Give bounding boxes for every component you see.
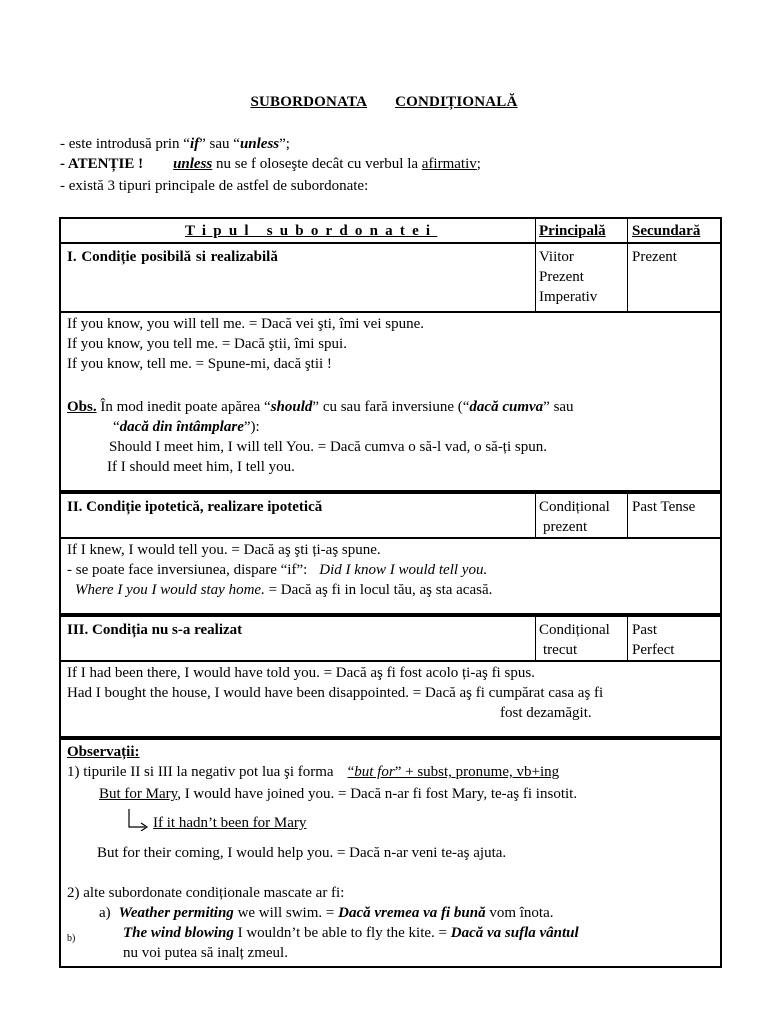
type-1-principala-1: Viitor bbox=[539, 249, 574, 265]
example-text: I wouldn’t be able to fly the kite. = bbox=[233, 925, 451, 941]
observatii-arrow-text: If it hadn’t been for Mary bbox=[153, 815, 307, 831]
example-bold-italic: Dacă vremea va fi bună bbox=[338, 905, 486, 921]
example-text: we will swim. = bbox=[233, 905, 339, 921]
obs-text: “ bbox=[347, 764, 355, 780]
obs-text: ”): bbox=[243, 419, 260, 435]
keyword-afirmativ: afirmativ bbox=[421, 156, 477, 172]
keyword-but-for: but for bbox=[354, 764, 395, 780]
title-part-1: SUBORDONATA bbox=[250, 94, 368, 110]
type-3-secundara-2: Perfect bbox=[632, 642, 675, 658]
example-italic: Where I you I would stay home. bbox=[75, 582, 265, 598]
observatii-example-1 bbox=[99, 784, 577, 804]
keyword-daca-cumva: dacă cumva bbox=[469, 399, 544, 415]
type-3-principala-2: trecut bbox=[543, 642, 578, 658]
obs-label: Obs. bbox=[67, 399, 97, 415]
intro-text: nu se f oloseşte decât cu verbul la bbox=[212, 156, 422, 172]
example-text: , I would have joined you. = Dacă n-ar fi fost Mary, te-aş fi insotit. bbox=[177, 786, 578, 802]
type-1-obs bbox=[67, 397, 574, 417]
intro-line-1 bbox=[60, 134, 290, 154]
keyword-daca-din-intamplare: dacă din întâmplare bbox=[119, 419, 244, 435]
divider bbox=[61, 490, 720, 494]
example-bold-italic: Weather permiting bbox=[118, 905, 234, 921]
column-divider bbox=[535, 615, 536, 660]
obs-text: ” cu sau fară inversiune (“ bbox=[312, 399, 470, 415]
example-bold-italic: The wind blowing bbox=[123, 925, 234, 941]
type-3-principala-1: Condițional bbox=[539, 622, 610, 638]
type-1-example-2: If you know, you tell me. = Dacă ştii, îmi spui. bbox=[67, 336, 347, 352]
column-divider bbox=[535, 219, 536, 311]
observatii-label: Observații: bbox=[67, 744, 140, 760]
type-2-example-1: If I knew, I would tell you. = Dacă aş şti ți-aş spune. bbox=[67, 542, 381, 558]
divider bbox=[61, 311, 720, 313]
observatii-item-a bbox=[99, 903, 554, 923]
divider bbox=[61, 613, 720, 617]
type-3-secundara-1: Past bbox=[632, 622, 658, 638]
observatii-item-b bbox=[123, 923, 579, 943]
obs-text: 1) tipurile II si III la negativ pot lua şi forma bbox=[67, 764, 334, 780]
example-italic: Did I know I would tell you. bbox=[319, 562, 488, 578]
observatii-point-2: 2) alte subordonate condiționale mascate ar fi: bbox=[67, 885, 345, 901]
type-1-secundara: Prezent bbox=[632, 249, 677, 265]
divider bbox=[61, 242, 720, 244]
title-part-2: CONDIȚIONALĂ bbox=[395, 94, 518, 110]
keyword-unless: unless bbox=[173, 156, 213, 172]
conditional-table bbox=[59, 217, 722, 968]
example-text: = Dacă aş fi in locul tău, aş sta acasă. bbox=[264, 582, 493, 598]
type-1-title: I. Condiție posibilă si realizabilă bbox=[67, 249, 278, 265]
column-divider bbox=[627, 492, 628, 537]
type-3-example-2: Had I bought the house, I would have been disappointed. = Dacă aş fi cumpărat casa aş fi bbox=[67, 685, 604, 701]
intro-text: ” sau “ bbox=[199, 136, 240, 152]
type-1-example-5: If I should meet him, I tell you. bbox=[107, 459, 295, 475]
column-divider bbox=[535, 492, 536, 537]
column-divider bbox=[627, 219, 628, 311]
type-2-example-2 bbox=[67, 560, 487, 580]
observatii-item-b-label: b) bbox=[67, 933, 76, 944]
type-1-principala-2: Prezent bbox=[539, 269, 584, 285]
example-text: - se poate face inversiunea, dispare “if”: bbox=[67, 562, 308, 578]
item-label: a) bbox=[99, 905, 111, 921]
type-2-title: II. Condiție ipotetică, realizare ipotetică bbox=[67, 499, 323, 515]
type-1-example-1: If you know, you will tell me. = Dacă vei şti, îmi vei spune. bbox=[67, 316, 425, 332]
type-2-example-3 bbox=[75, 580, 492, 600]
intro-text: - este introdusă prin “ bbox=[60, 136, 190, 152]
attention-label: - ATENȚIE ! bbox=[60, 156, 144, 172]
observatii-point-1 bbox=[67, 762, 559, 782]
example-but-for-mary: But for Mary bbox=[99, 786, 178, 802]
type-1-principala-3: Imperativ bbox=[539, 289, 598, 305]
keyword-if: if bbox=[189, 136, 200, 152]
type-1-example-4: Should I meet him, I will tell You. = Dacă cumva o să-l vad, o să-ți spun. bbox=[109, 439, 547, 455]
obs-text: ” + subst, pronume, vb+ing bbox=[394, 764, 560, 780]
obs-text: În mod inedit poate apărea “ bbox=[96, 399, 271, 415]
header-secundara: Secundară bbox=[632, 223, 701, 239]
header-tip: Tipul subordonatei bbox=[185, 223, 438, 239]
intro-line-3: - există 3 tipuri principale de astfel de subordonate: bbox=[60, 178, 369, 194]
obs-text: “ bbox=[113, 419, 120, 435]
obs-text: ” sau bbox=[543, 399, 574, 415]
divider bbox=[61, 537, 720, 539]
header-principala: Principală bbox=[539, 223, 606, 239]
keyword-should: should bbox=[270, 399, 313, 415]
keyword-unless: unless bbox=[239, 136, 280, 152]
type-3-example-1: If I had been there, I would have told you. = Dacă aş fi fost acolo ți-aş fi spus. bbox=[67, 665, 535, 681]
type-2-principala-2: prezent bbox=[543, 519, 588, 535]
corner-arrow-icon bbox=[127, 809, 151, 831]
type-1-obs-cont bbox=[113, 417, 260, 437]
example-bold-italic: Dacă va sufla vântul bbox=[450, 925, 579, 941]
type-2-principala-1: Condițional bbox=[539, 499, 610, 515]
observatii-example-2: But for their coming, I would help you. = Dacă n-ar veni te-aş ajuta. bbox=[97, 845, 507, 861]
page-title bbox=[0, 94, 768, 111]
intro-text: ; bbox=[476, 156, 481, 172]
intro-line-2 bbox=[60, 154, 481, 174]
type-3-example-2-cont: fost dezamăgit. bbox=[500, 705, 592, 721]
divider bbox=[61, 660, 720, 662]
column-divider bbox=[627, 615, 628, 660]
intro-text: ”; bbox=[279, 136, 290, 152]
example-text: vom înota. bbox=[485, 905, 554, 921]
type-3-title: III. Condiția nu s-a realizat bbox=[67, 622, 243, 638]
divider bbox=[61, 736, 720, 740]
observatii-item-b-cont: nu voi putea să inalț zmeul. bbox=[123, 945, 288, 961]
type-2-secundara: Past Tense bbox=[632, 499, 696, 515]
type-1-example-3: If you know, tell me. = Spune-mi, dacă ştii ! bbox=[67, 356, 332, 372]
